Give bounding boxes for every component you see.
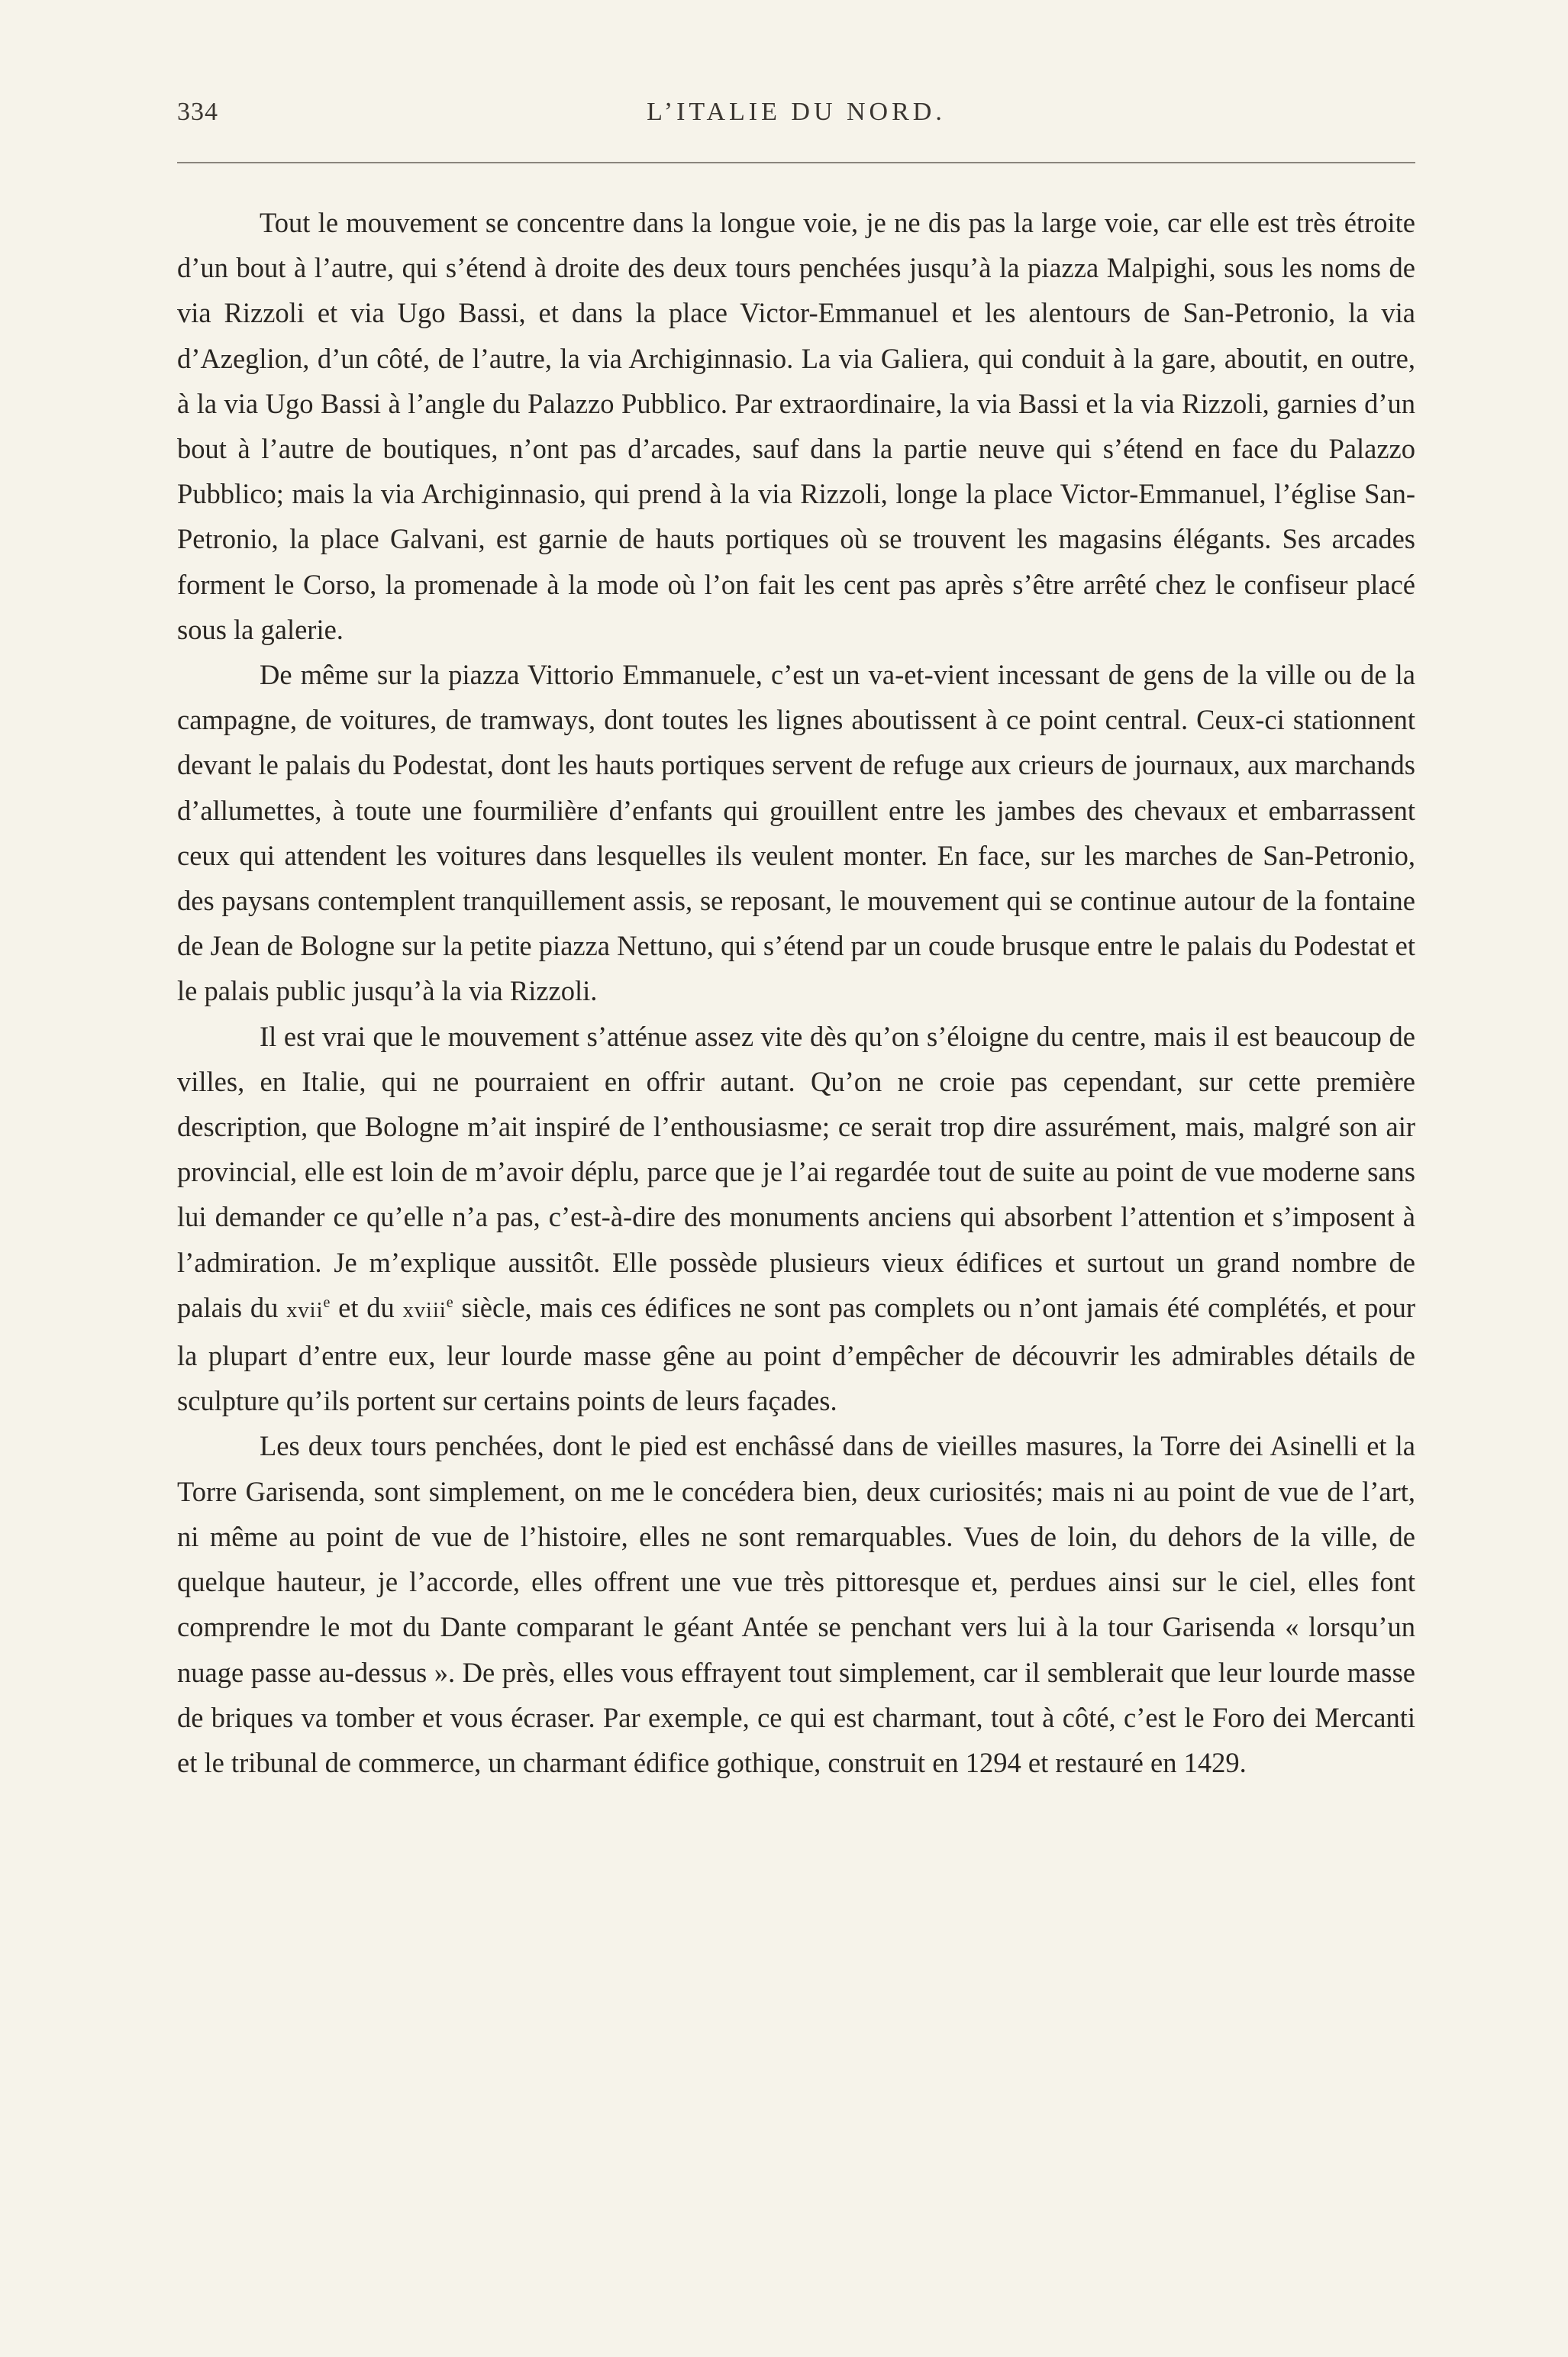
running-title: L’ITALIE DU NORD.: [647, 98, 946, 126]
paragraph-2: De même sur la piazza Vittorio Emmanuele, c’est un va-et-vient incessant de gens de la ville ou de la campagne, de voitures, de tramways, dont toutes les lignes aboutissent à ce point central. Ceux-ci stationnent devant le palais du Podestat, dont les hauts portiques servent de refuge aux crieurs de journaux, aux marchands d’allumettes, à toute une fourmilière d’enfants qui grouillent entre les jambes des chevaux et embarrassent ceux qui attendent les voitures dans lesquelles ils veulent monter. En face, sur les marches de San-Petronio, des paysans contemplent tranquillement assis, se reposant, le mouvement qui se continue autour de la fontaine de Jean de Bologne sur la petite piazza Nettuno, qui s’étend par un coude brusque entre le palais du Podestat et le palais public jusqu’à la via Rizzoli.: [177, 659, 1415, 1007]
paragraph-3-part-2: et du: [330, 1291, 403, 1323]
superscript-e: e: [446, 1293, 453, 1311]
page-number: 334: [177, 98, 218, 126]
paragraph-3: [177, 1014, 1415, 1424]
paragraph-4: Les deux tours penchées, dont le pied est enchâssé dans de vieilles masures, la Torre dei Asinelli et la Torre Garisenda, sont simplement, on me le concédera bien, deux curiosités; mais ni au point de vue de l’art, ni même au point de vue de l’histoire, elles ne sont remarquables. Vues de loin, du dehors de la ville, de quelque hauteur, je l’accorde, elles offrent une vue très pittoresque et, perdues ainsi sur le ciel, elles font comprendre le mot du Dante comparant le géant Antée se penchant vers lui à la tour Garisenda « lorsqu’un nuage passe au-dessus ». De près, elles vous effrayent tout simplement, car il semblerait que leur lourde masse de briques va tomber et vous écraser. Par exemple, ce qui est charmant, tout à côté, c’est le Foro dei Mercanti et le tribunal de commerce, un charmant édifice gothique, construit en 1294 et restauré en 1429.: [177, 1430, 1415, 1778]
body-text: [177, 200, 1415, 1785]
paragraph-3-part-3: siècle, mais ces édifices ne sont pas complets ou n’ont jamais été complétés, et pour la plupart d’entre eux, leur lourde masse gêne au point d’empêcher de découvrir les admirables détails de sculpture qu’ils portent sur certains points de leurs façades.: [177, 1291, 1415, 1417]
paragraph-1: Tout le mouvement se concentre dans la longue voie, je ne dis pas la large voie, car elle est très étroite d’un bout à l’autre, qui s’étend à droite des deux tours penchées jusqu’à la piazza Malpighi, sous les noms de via Rizzoli et via Ugo Bassi, et dans la place Victor-Emmanuel et les alentours de San-Petronio, la via d’Azeglion, d’un côté, de l’autre, la via Archiginnasio. La via Galiera, qui conduit à la gare, aboutit, en outre, à la via Ugo Bassi à l’angle du Palazzo Pubblico. Par extraordinaire, la via Bassi et la via Rizzoli, garnies d’un bout à l’autre de boutiques, n’ont pas d’arcades, sauf dans la partie neuve qui s’étend en face du Palazzo Pubblico; mais la via Archiginnasio, qui prend à la via Rizzoli, longe la place Victor-Emmanuel, l’église San-Petronio, la place Galvani, est garnie de hauts portiques où se trouvent les magasins élégants. Ses arcades forment le Corso, la promenade à la mode où l’on fait les cent pas après s’être arrêté chez le confiseur placé sous la galerie.: [177, 207, 1415, 645]
century-xvii: xvii: [286, 1298, 324, 1322]
paragraph-3-part-1: Il est vrai que le mouvement s’atténue assez vite dès qu’on s’éloigne du centre, mais il est beaucoup de villes, en Italie, qui ne pourraient en offrir autant. Qu’on ne croie pas cependant, sur cette première description, que Bologne m’ait inspiré de l’enthousiasme; ce serait trop dire assurément, mais, malgré son air provincial, elle est loin de m’avoir déplu, parce que je l’ai regardée tout de suite au point de vue moderne sans lui demander ce qu’elle n’a pas, c’est-à-dire des monuments anciens qui absorbent l’attention et s’imposent à l’admiration. Je m’explique aussitôt. Elle possède plusieurs vieux édifices et surtout un grand nombre de palais du: [177, 1020, 1415, 1323]
page-header: [177, 98, 1415, 144]
superscript-e: e: [323, 1293, 331, 1311]
header-rule: [177, 162, 1415, 163]
century-xviii: xviii: [402, 1298, 447, 1322]
